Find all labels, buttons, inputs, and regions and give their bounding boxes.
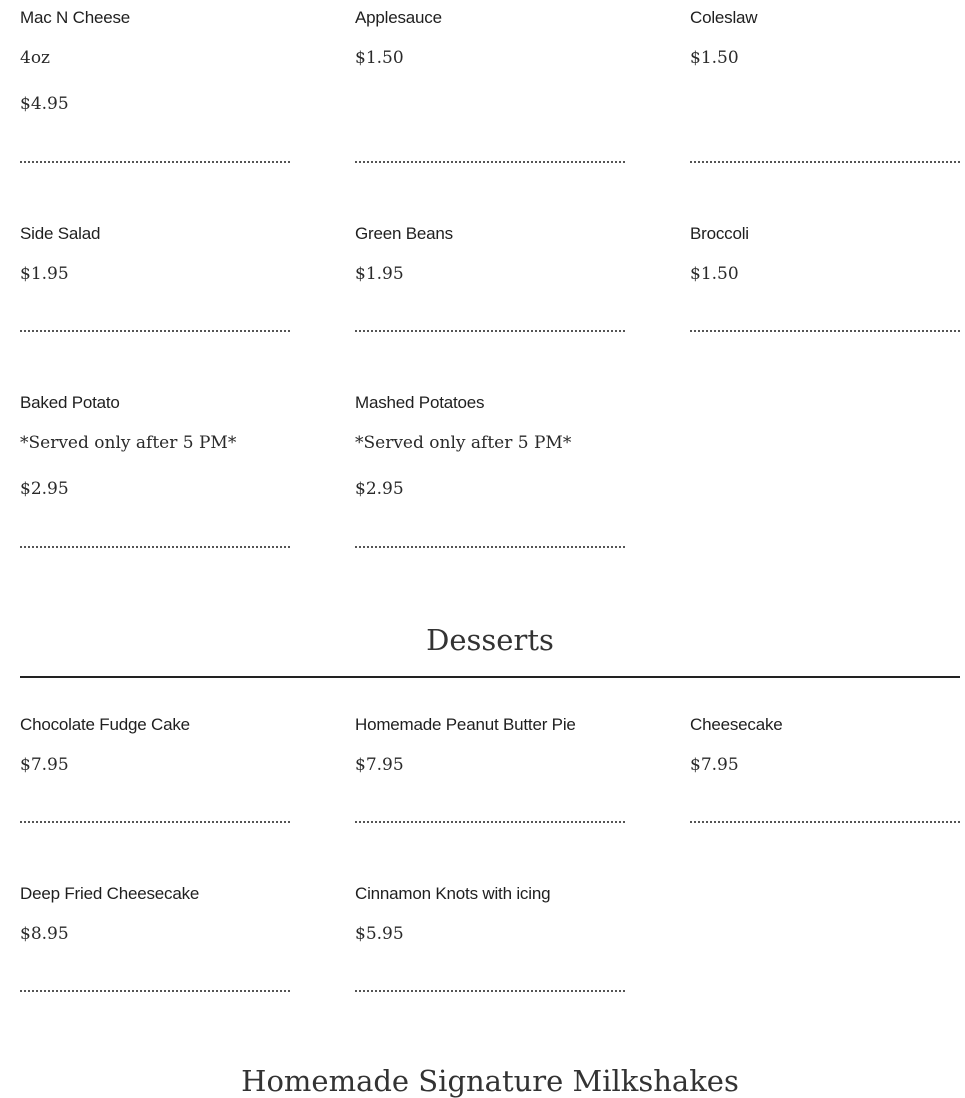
menu-item-deep-fried-cheesecake	[20, 884, 290, 944]
item-name: Applesauce	[355, 8, 442, 27]
item-name: Chocolate Fudge Cake	[20, 715, 190, 734]
dotted-divider	[20, 330, 290, 332]
dotted-divider	[690, 821, 960, 823]
item-name: Cheesecake	[690, 715, 783, 734]
item-price: $7.95	[690, 755, 739, 775]
item-price: $2.95	[355, 479, 404, 499]
item-name: Mashed Potatoes	[355, 393, 485, 412]
item-price: $8.95	[20, 924, 69, 944]
dotted-divider	[355, 546, 625, 548]
item-name: Homemade Peanut Butter Pie	[355, 715, 576, 734]
dotted-divider	[355, 161, 625, 163]
item-price: $1.50	[690, 48, 739, 68]
menu-item-mashed-potatoes	[355, 393, 625, 499]
item-price: $4.95	[20, 94, 69, 114]
item-price: $7.95	[20, 755, 69, 775]
item-price: $2.95	[20, 479, 69, 499]
dotted-divider	[20, 821, 290, 823]
dotted-divider	[690, 161, 960, 163]
dotted-divider	[20, 546, 290, 548]
menu-item-broccoli	[690, 224, 960, 284]
menu-item-applesauce	[355, 8, 625, 68]
item-name: Side Salad	[20, 224, 101, 243]
dotted-divider	[355, 330, 625, 332]
dotted-divider	[20, 990, 290, 992]
section-rule	[20, 676, 960, 678]
item-price: $5.95	[355, 924, 404, 944]
menu-item-mac-n-cheese	[20, 8, 290, 114]
item-name: Mac N Cheese	[20, 8, 131, 27]
item-price: $1.50	[355, 48, 404, 68]
item-name: Coleslaw	[690, 8, 758, 27]
menu-item-cheesecake	[690, 715, 960, 775]
menu-item-peanut-butter-pie	[355, 715, 625, 775]
dotted-divider	[690, 330, 960, 332]
menu-item-cinnamon-knots	[355, 884, 625, 944]
dotted-divider	[355, 821, 625, 823]
menu-item-chocolate-fudge-cake	[20, 715, 290, 775]
menu-item-side-salad	[20, 224, 290, 284]
item-price: $7.95	[355, 755, 404, 775]
item-description: 4oz	[20, 48, 51, 68]
section-title-milkshakes: Homemade Signature Milkshakes	[241, 1064, 739, 1098]
dotted-divider	[20, 161, 290, 163]
item-name: Broccoli	[690, 224, 749, 243]
item-description: *Served only after 5 PM*	[355, 433, 572, 453]
menu-item-green-beans	[355, 224, 625, 284]
dotted-divider	[355, 990, 625, 992]
menu-item-coleslaw	[690, 8, 960, 68]
item-price: $1.95	[355, 264, 404, 284]
item-name: Green Beans	[355, 224, 453, 243]
item-name: Baked Potato	[20, 393, 120, 412]
item-price: $1.50	[690, 264, 739, 284]
item-name: Deep Fried Cheesecake	[20, 884, 200, 903]
item-description: *Served only after 5 PM*	[20, 433, 237, 453]
item-name: Cinnamon Knots with icing	[355, 884, 551, 903]
menu-item-baked-potato	[20, 393, 290, 499]
item-price: $1.95	[20, 264, 69, 284]
section-title-desserts: Desserts	[426, 623, 554, 657]
